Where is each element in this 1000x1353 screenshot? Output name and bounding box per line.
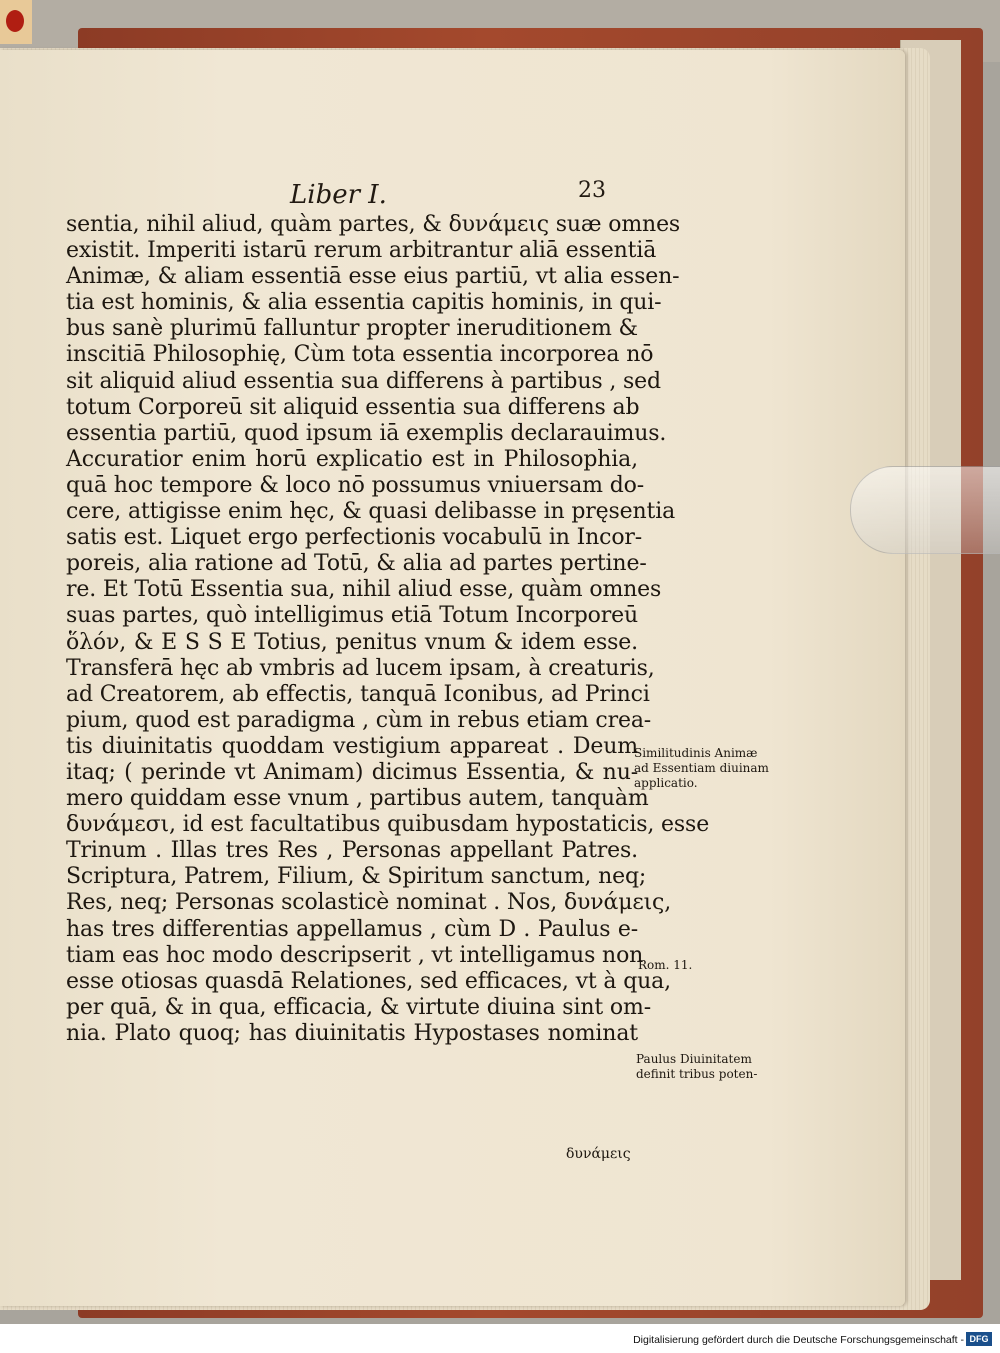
text-line: satis est. Liquet ergo perfectionis vocabulū in Incor- — [66, 525, 643, 551]
text-line: quā hoc tempore & loco nō possumus vniuersam do- — [66, 472, 645, 498]
ribbon-knot — [6, 10, 24, 32]
text-line: ὅλόν, & E S S E Totius, penitus vnum & idem esse. — [66, 629, 638, 655]
margin-note-line: Similitudinis Animæ — [634, 746, 758, 760]
text-line: Transferā hęc ab vmbris ad lucem ipsam, à creaturis, — [66, 655, 655, 681]
text-line: mero quiddam esse vnum , partibus autem, tanquàm — [66, 786, 649, 812]
margin-note-line: applicatio. — [634, 776, 698, 790]
catchword: δυνάμεις — [566, 1146, 631, 1162]
margin-note-line: definit tribus poten- — [636, 1067, 758, 1081]
running-head: Liber I. — [290, 180, 387, 210]
text-line: bus sanè plurimū falluntur propter ineruditionem & — [66, 316, 638, 342]
text-line: re. Et Totū Essentia sua, nihil aliud esse, quàm omnes — [66, 577, 662, 603]
text-line: nia. Plato quoq; has diuinitatis Hypostases nominat — [66, 1020, 638, 1046]
margin-note-line: ad Essentiam diuinam — [634, 761, 769, 775]
text-line: inscitiā Philosophię, Cùm tota essentia incorporea nō — [66, 342, 654, 368]
margin-note-line: Rom. 11. — [638, 958, 693, 972]
text-line: has tres differentias appellamus , cùm D . Paulus e- — [66, 916, 638, 942]
text-line: itaq; ( perinde vt Animam) dicimus Essentia, & nu- — [66, 759, 638, 785]
text-line: Trinum . Illas tres Res , Personas appellant Patres. — [66, 838, 638, 864]
text-line: Res, neq; Personas scolasticè nominat . Nos, δυνάμεις, — [66, 890, 672, 916]
page-clip — [850, 466, 1000, 554]
text-line: ad Creatorem, ab effectis, tanquā Iconibus, ad Princi — [66, 681, 650, 707]
text-line: Scriptura, Patrem, Filium, & Spiritum sanctum, neq; — [66, 864, 647, 890]
text-line: Accuratior enim horū explicatio est in Philosophia, — [66, 446, 638, 472]
bookmark-ribbon — [0, 0, 32, 44]
text-line: per quā, & in qua, efficacia, & virtute diuina sint om- — [66, 994, 651, 1020]
margin-note-line: Paulus Diuinitatem — [636, 1052, 752, 1066]
page-number: 23 — [578, 178, 606, 203]
text-line: tia est hominis, & alia essentia capitis hominis, in qui- — [66, 290, 662, 316]
margin-note — [638, 958, 692, 973]
margin-note — [634, 746, 769, 791]
text-line: δυνάμεσι, id est facultatibus quibusdam hypostaticis, esse — [66, 812, 710, 838]
dfg-logo: DFG — [966, 1332, 992, 1346]
text-line: sentia, nihil aliud, quàm partes, & δυνάμεις suæ omnes — [66, 212, 681, 237]
text-line: totum Corporeū sit aliquid essentia sua differens ab — [66, 394, 640, 420]
text-line: cere, attigisse enim hęc, & quasi delibasse in pręsentia — [66, 499, 676, 525]
text-line: sit aliquid aliud essentia sua differens à partibus , sed — [66, 368, 661, 394]
text-line: existit. Imperiti istarū rerum arbitrantur aliā essentiā — [66, 238, 657, 264]
text-line: pium, quod est paradigma , cùm in rebus etiam crea- — [66, 707, 652, 733]
text-line: tis diuinitatis quoddam vestigium appareat . Deum — [66, 733, 638, 759]
text-line: suas partes, quò intelligimus etiā Totum Incorporeū — [66, 603, 638, 629]
text-line: poreis, alia ratione ad Totū, & alia ad partes pertine- — [66, 551, 647, 577]
book-page — [0, 50, 905, 1306]
text-line: tiam eas hoc modo descripserit , vt intelligamus non — [66, 942, 644, 968]
funding-credit: Digitalisierung gefördert durch die Deutsche Forschungsgemeinschaft - — [633, 1334, 964, 1346]
footer-bar — [0, 1324, 1000, 1353]
text-line: essentia partiū, quod ipsum iā exemplis declarauimus. — [66, 420, 667, 446]
text-line: Animæ, & aliam essentiā esse eius partiū, vt alia essen- — [66, 264, 680, 290]
text-line: esse otiosas quasdā Relationes, sed efficaces, vt à qua, — [66, 968, 671, 994]
margin-note — [636, 1052, 757, 1082]
